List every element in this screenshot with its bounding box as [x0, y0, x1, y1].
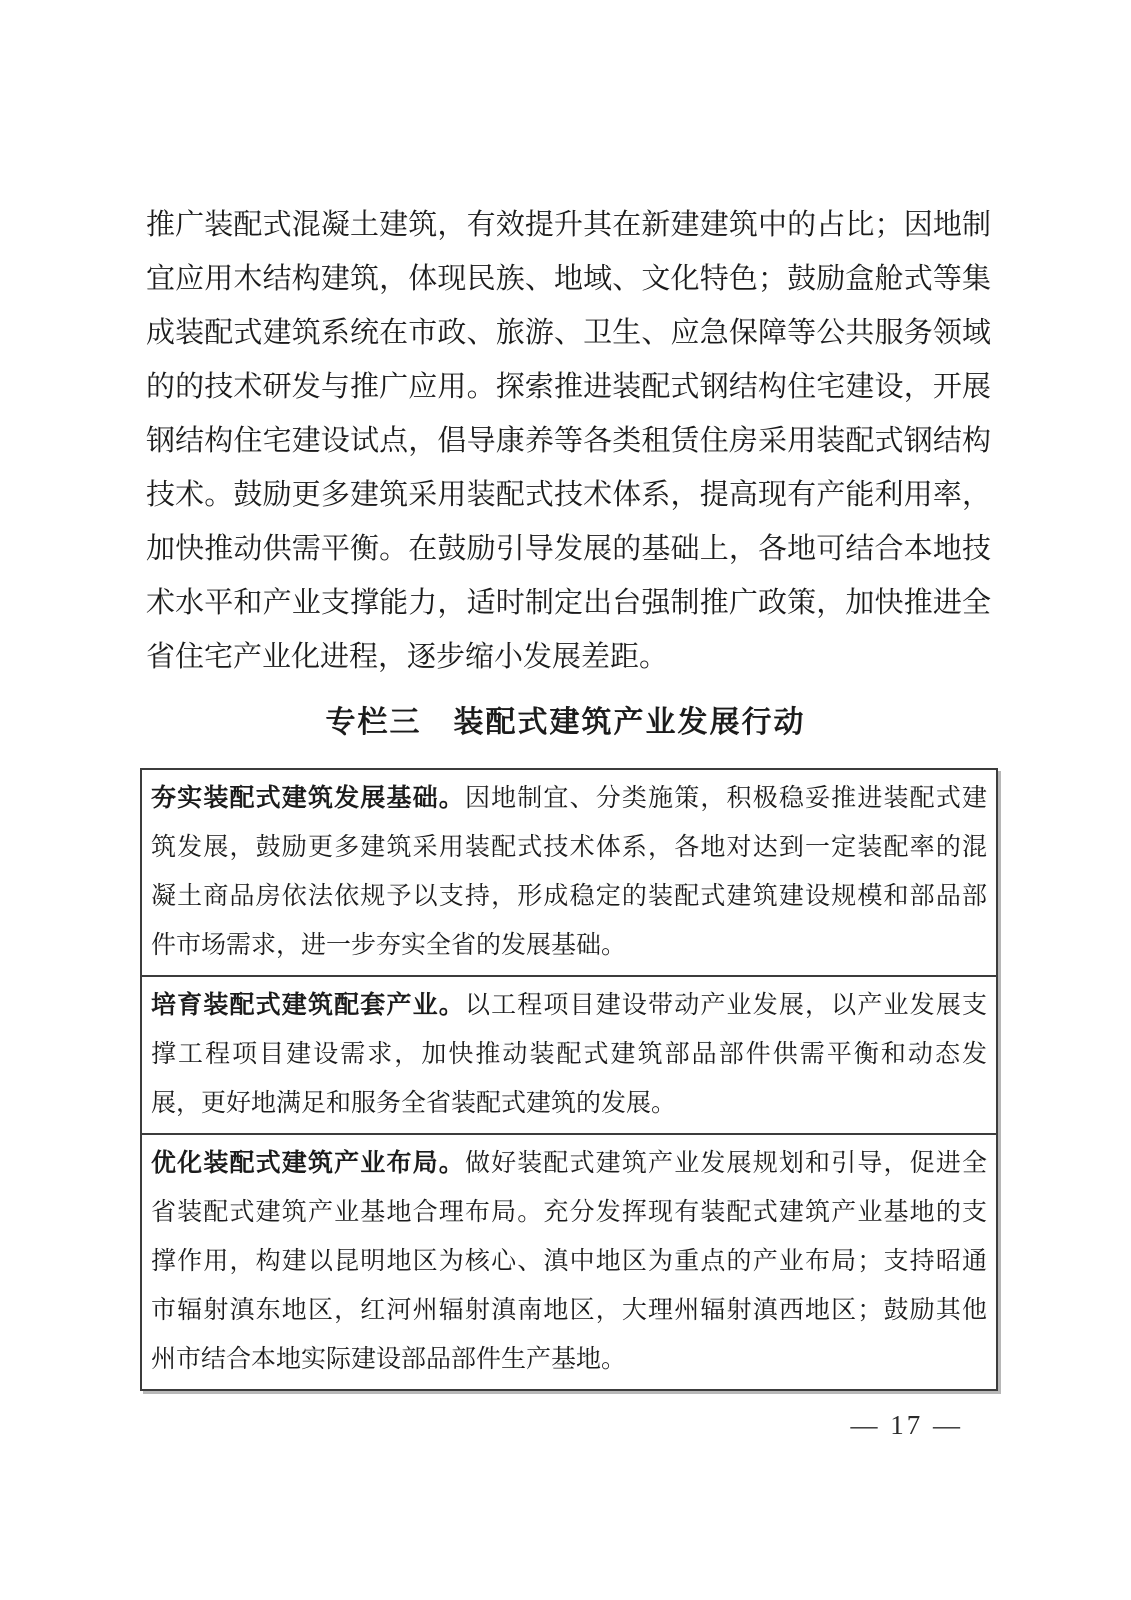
body-line: 宜应用木结构建筑，体现民族、地域、文化特色；鼓励盒舱式等集: [146, 263, 991, 295]
panel-section-line: [151, 1139, 987, 1188]
panel-section-consolidate-foundation: [142, 770, 996, 975]
body-line: 的的技术研发与推广应用。探索推进装配式钢结构住宅建设，开展: [146, 371, 991, 403]
section-first-line-rest: 以工程项目建设带动产业发展，以产业发展支: [464, 992, 987, 1019]
body-paragraph: [146, 198, 991, 684]
panel-section-line: 撑作用，构建以昆明地区为核心、滇中地区为重点的产业布局；支持昭通: [151, 1248, 987, 1275]
section-lead: 优化装配式建筑产业布局。: [151, 1149, 465, 1177]
body-line: 省住宅产业化进程，逐步缩小发展差距。: [146, 641, 669, 673]
section-first-line-rest: 因地制宜、分类施策，积极稳妥推进装配式建: [464, 785, 987, 812]
panel-section-line: 撑工程项目建设需求，加快推动装配式建筑部品部件供需平衡和动态发: [151, 1041, 987, 1068]
panel-section-cultivate-supporting-industry: [142, 975, 996, 1133]
panel-section-line: 凝土商品房依法依规予以支持，形成稳定的装配式建筑建设规模和部品部: [151, 883, 987, 910]
panel-box: [140, 768, 998, 1391]
section-lead: 夯实装配式建筑发展基础。: [151, 784, 465, 812]
page-number: — 17 —: [850, 1410, 963, 1440]
panel-section-line: 市辐射滇东地区，红河州辐射滇南地区，大理州辐射滇西地区；鼓励其他: [151, 1297, 987, 1324]
panel-section-line: 州市结合本地实际建设部品部件生产基地。: [151, 1346, 627, 1373]
body-line: 术水平和产业支撑能力，适时制定出台强制推广政策，加快推进全: [146, 587, 991, 619]
panel-section-line: 展，更好地满足和服务全省装配式建筑的发展。: [151, 1090, 677, 1117]
section-first-line-rest: 做好装配式建筑产业发展规划和引导，促进全: [464, 1150, 987, 1177]
panel-section-line: 省装配式建筑产业基地合理布局。充分发挥现有装配式建筑产业基地的支: [151, 1199, 987, 1226]
body-line: 加快推动供需平衡。在鼓励引导发展的基础上，各地可结合本地技: [146, 533, 991, 565]
body-line: 成装配式建筑系统在市政、旅游、卫生、应急保障等公共服务领域: [146, 317, 991, 349]
panel-section-line: [151, 981, 987, 1030]
body-line: 钢结构住宅建设试点，倡导康养等各类租赁住房采用装配式钢结构: [146, 425, 991, 457]
panel-section-line: [151, 774, 987, 823]
panel-title: 专栏三 装配式建筑产业发展行动: [325, 706, 806, 739]
body-line: 推广装配式混凝土建筑，有效提升其在新建建筑中的占比；因地制: [146, 209, 991, 241]
panel-section-line: 筑发展，鼓励更多建筑采用装配式技术体系，各地对达到一定装配率的混: [151, 834, 987, 861]
panel-section-line: 件市场需求，进一步夯实全省的发展基础。: [151, 932, 627, 959]
panel-section-optimize-industry-layout: [142, 1133, 996, 1389]
body-line: 技术。鼓励更多建筑采用装配式技术体系，提高现有产能利用率，: [146, 479, 991, 511]
section-lead: 培育装配式建筑配套产业。: [151, 991, 465, 1019]
